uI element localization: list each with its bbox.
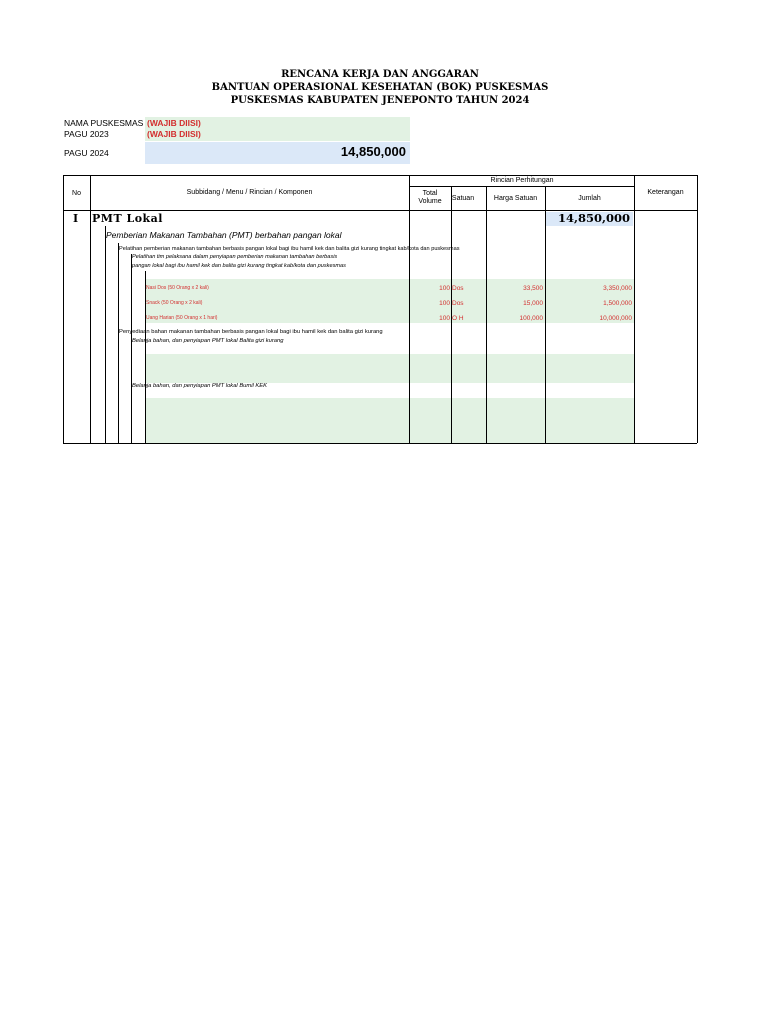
column-header-subbidang: Subbidang / Menu / Rincian / Komponen xyxy=(186,189,313,196)
item-jumlah: 3,350,000 xyxy=(603,285,632,292)
column-header-satuan: Satuan xyxy=(451,195,475,202)
page-title-line-1: RENCANA KERJA DAN ANGGARAN xyxy=(281,69,479,80)
komponen-pmt-bumil: Belanja bahan, dan penyiapan PMT lokal Bumil KEK xyxy=(132,383,268,389)
item-harga[interactable]: 100,000 xyxy=(519,315,543,322)
section-total: 14,850,000 xyxy=(557,211,630,225)
nama-puskesmas-value[interactable]: (WAJIB DIISI) xyxy=(147,118,201,128)
item-jumlah: 10,000,000 xyxy=(599,315,632,322)
item-name: Snack (50 Orang x 2 kali) xyxy=(146,300,203,306)
pagu-2023-value[interactable]: (WAJIB DIISI) xyxy=(147,129,201,139)
column-header-jumlah: Jumlah xyxy=(578,195,601,202)
item-satuan[interactable]: Dos xyxy=(452,285,464,292)
pagu-2023-label: PAGU 2023 xyxy=(64,129,109,139)
empty-row-background-1 xyxy=(146,354,634,383)
pagu-2024-label: PAGU 2024 xyxy=(64,148,109,158)
page-title-line-2: BANTUAN OPERASIONAL KESEHATAN (BOK) PUSKESMAS xyxy=(211,82,549,93)
column-header-no: No xyxy=(72,190,81,197)
item-satuan[interactable]: Dos xyxy=(452,300,464,307)
column-header-harga-satuan: Harga Satuan xyxy=(493,195,538,202)
column-header-keterangan: Keterangan xyxy=(647,189,684,196)
section-number: I xyxy=(73,212,79,225)
item-name: Nasi Dos (50 Orang x 2 kali) xyxy=(146,285,209,291)
column-header-rincian-perhitungan: Rincian Perhitungan xyxy=(490,177,554,184)
komponen-pelatihan-line-1: Pelatihan tim pelaksana dalam penyiapan pemberian makanan tambahan berbasis xyxy=(132,254,338,260)
item-volume[interactable]: 100 xyxy=(439,285,450,292)
item-harga[interactable]: 33,500 xyxy=(523,285,543,292)
column-header-total-volume: Total Volume xyxy=(418,190,442,205)
rincian-pelatihan: Pelatihan pemberian makanan tambahan berbasis pangan lokal bagi ibu hamil kek dan balita gizi kurang tingkat kab/kota dan puskesmas xyxy=(119,246,460,252)
section-name: PMT Lokal xyxy=(92,212,163,225)
menu-pmt-pangan-lokal: Pemberian Makanan Tambahan (PMT) berbahan pangan lokal xyxy=(106,230,342,240)
item-volume[interactable]: 100 xyxy=(439,315,450,322)
rincian-penyediaan-bahan: Penyediaan bahan makanan tambahan berbasis pangan lokal bagi ibu hamil kek dan balita gizi kurang xyxy=(119,329,383,335)
item-harga[interactable]: 15,000 xyxy=(523,300,543,307)
item-volume[interactable]: 100 xyxy=(439,300,450,307)
empty-row-background-2 xyxy=(146,398,634,443)
nama-puskesmas-label: NAMA PUSKESMAS xyxy=(64,118,144,128)
item-jumlah: 1,500,000 xyxy=(603,300,632,307)
pagu-2024-value[interactable]: 14,850,000 xyxy=(340,144,406,159)
komponen-pelatihan-line-2: pangan lokal bagi ibu hamil kek dan balita gizi kurang tingkat kab/kota dan puskesmas xyxy=(132,263,346,269)
item-satuan[interactable]: O H xyxy=(452,315,464,322)
page-title-line-3: PUSKESMAS KABUPATEN JENEPONTO TAHUN 2024 xyxy=(230,95,530,106)
komponen-pmt-balita: Belanja bahan, dan penyiapan PMT lokal Balita gizi kurang xyxy=(132,338,284,344)
item-name: Uang Harian (50 Orang x 1 hari) xyxy=(146,315,218,321)
